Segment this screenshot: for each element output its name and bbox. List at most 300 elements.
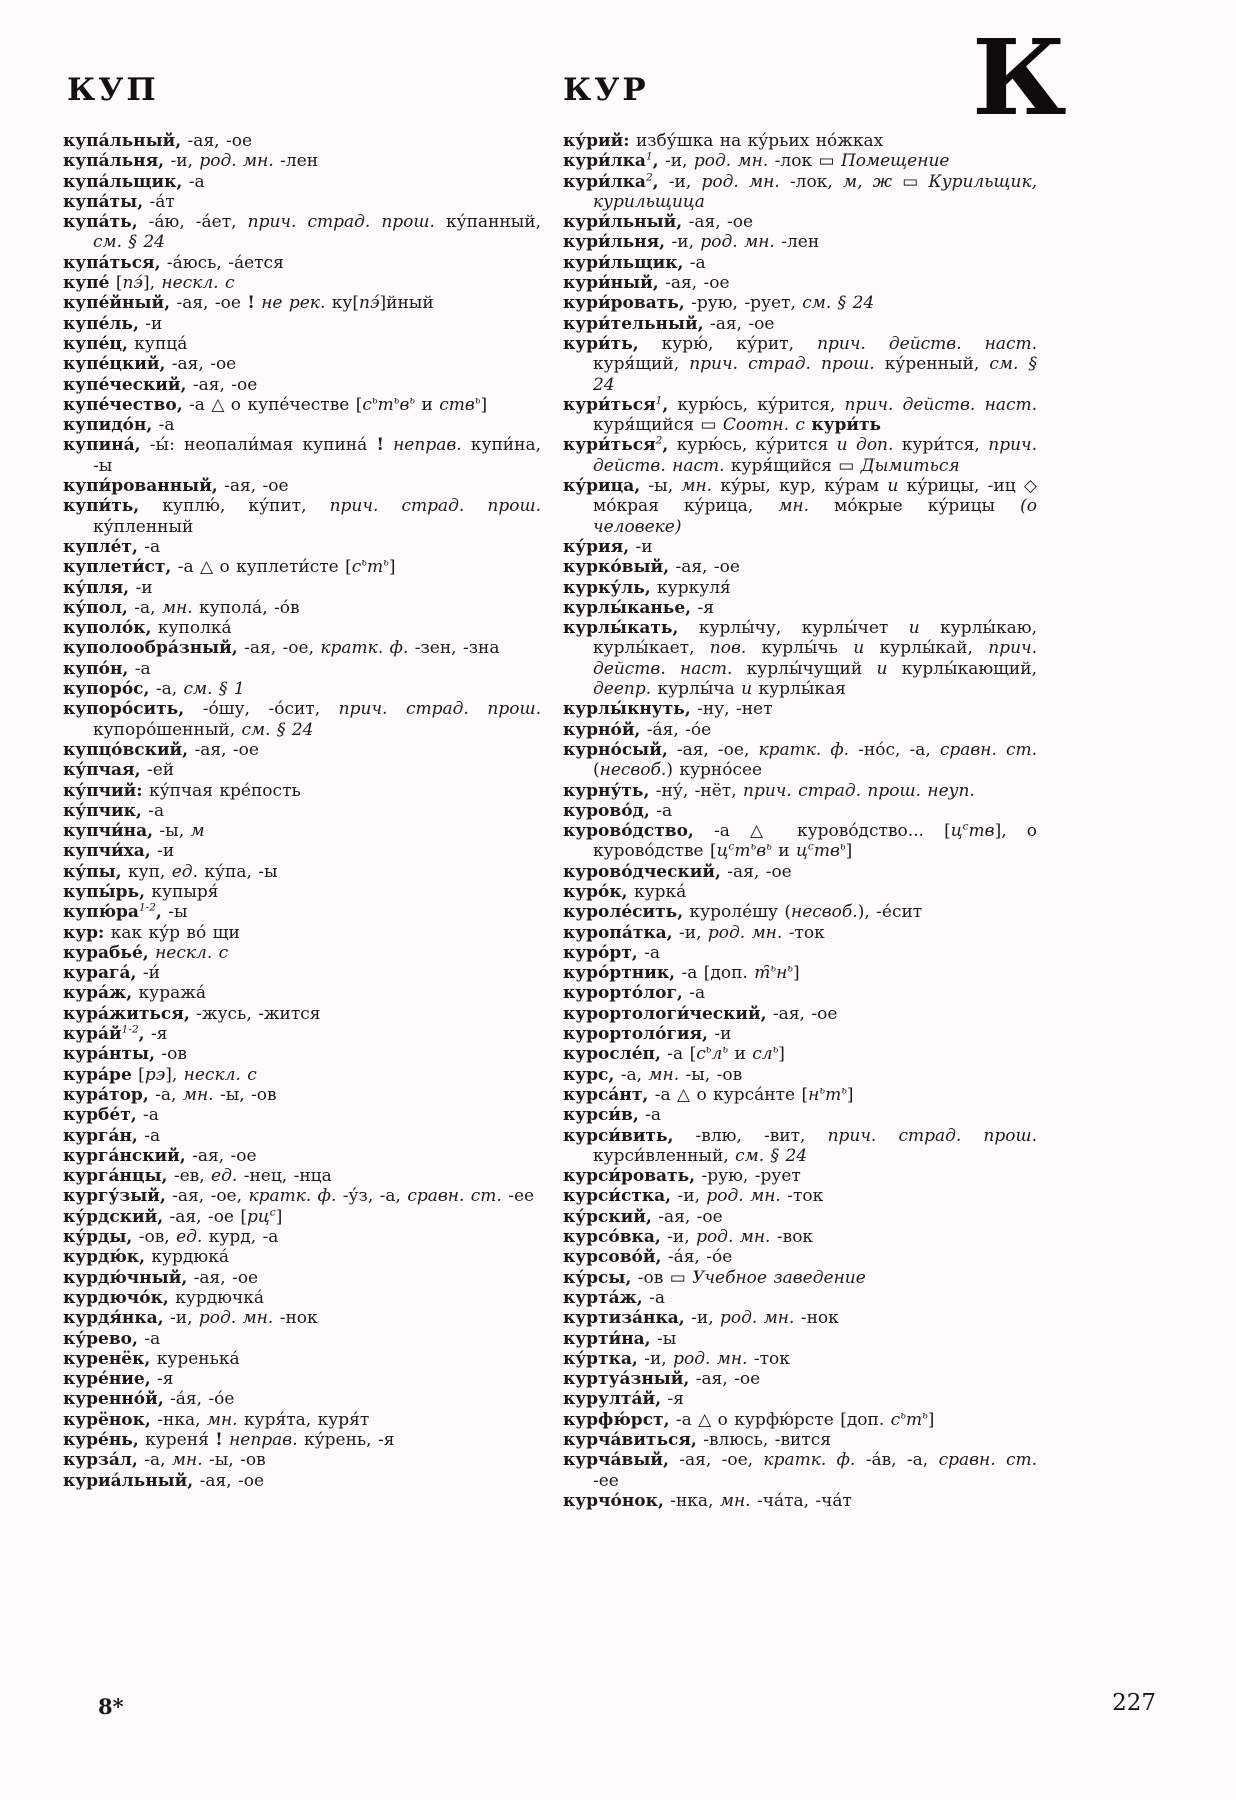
headword: купи́рованный, bbox=[63, 476, 218, 497]
superscript-mark: 2 bbox=[645, 170, 653, 183]
headword: куропа́тка, bbox=[563, 922, 673, 943]
headword: курово́дство, bbox=[563, 821, 694, 842]
grammar-label: см. § 24 bbox=[93, 232, 165, 253]
headword: кури́ться bbox=[563, 394, 656, 415]
dictionary-entry: курса́нт, -а △ о курса́нте $[н^ьт^ь]$ bbox=[563, 1084, 854, 1105]
superscript-mark: ь bbox=[772, 1043, 779, 1056]
headword: куроле́сить, bbox=[563, 902, 684, 923]
grammar-label: нескл. с bbox=[183, 1064, 257, 1085]
superscript-mark: ь bbox=[841, 1084, 847, 1097]
headword: куполо́к, bbox=[63, 618, 152, 639]
dictionary-entry: ку́рево, -а bbox=[63, 1328, 161, 1349]
headword: купе́ц, bbox=[63, 333, 128, 354]
superscript-mark: ь bbox=[770, 962, 777, 975]
headword: кури́ть bbox=[811, 415, 882, 436]
grammar-label: и bbox=[887, 476, 899, 497]
headword: куполообра́зный, bbox=[63, 638, 238, 659]
grammar-label: прич. действ. наст. bbox=[817, 333, 1037, 354]
grammar-label: мн. bbox=[206, 1409, 238, 1430]
grammar-label: ств bbox=[439, 394, 475, 415]
dictionary-entry: купа́льщик, -а bbox=[63, 171, 205, 192]
headword: ку́пчий: bbox=[63, 780, 143, 801]
grammar-label: неправ. bbox=[229, 1430, 298, 1450]
grammar-label: см. § 1 bbox=[183, 679, 245, 700]
headword: кура́й bbox=[63, 1024, 122, 1045]
headword: курово́д, bbox=[563, 800, 650, 821]
grammar-label: ед. bbox=[211, 1166, 238, 1187]
headword: , bbox=[652, 171, 659, 192]
dictionary-entry: кура́житься, -жусь, -жится bbox=[63, 1003, 321, 1024]
dictionary-entry: куплети́ст, -а △ о куплети́сте $[с^ьт^ь]$ bbox=[63, 556, 396, 578]
headword: купю́ра bbox=[63, 902, 139, 923]
superscript-mark: ь bbox=[900, 1409, 906, 1422]
grammar-label: прич. страд. прош. bbox=[329, 496, 541, 517]
dictionary-entry: кура́ж, куража́ bbox=[63, 983, 206, 1004]
headword: купы́рь, bbox=[63, 881, 145, 902]
dictionary-entry: курси́в, -а bbox=[563, 1105, 662, 1126]
page-number: 227 bbox=[1112, 1690, 1156, 1716]
superscript-mark: ь bbox=[750, 840, 757, 853]
dictionary-entry: куполо́к, куполка́ bbox=[63, 618, 232, 639]
headword: кура́нты, bbox=[63, 1044, 155, 1065]
headword: курлы́канье, bbox=[563, 597, 692, 618]
dictionary-entry: кури́льный, -ая, -ое bbox=[563, 212, 754, 233]
grammar-label: и bbox=[741, 679, 753, 700]
headword: ! bbox=[215, 1430, 223, 1450]
dictionary-entry: купцо́вский, -ая, -ое bbox=[63, 739, 259, 760]
grammar-label: т bbox=[825, 1084, 842, 1105]
headword: курсо́вка, bbox=[563, 1227, 661, 1248]
headword: кура́житься, bbox=[63, 1003, 190, 1024]
dictionary-entry: купы́рь, купыря́ bbox=[63, 881, 219, 902]
headword: ку́пчик, bbox=[63, 800, 142, 821]
grammar-label: л bbox=[711, 1044, 723, 1065]
headword: курабье́, bbox=[63, 942, 149, 963]
dictionary-entry: курёнок, -нка, мн. куря́та, куря́т bbox=[63, 1409, 370, 1430]
superscript-mark: с bbox=[807, 840, 814, 853]
grammar-label: рц bbox=[247, 1206, 270, 1227]
grammar-label: с bbox=[696, 1044, 706, 1065]
dictionary-entry: курортологи́ческий, -ая, -ое bbox=[563, 1003, 838, 1024]
dictionary-entry: курси́вить, -влю, -вит, прич. страд. прош. курси́вленный, см. § 24 bbox=[563, 1125, 1037, 1166]
dictionary-entry: кури́тельный, -ая, -ое bbox=[563, 313, 775, 334]
headword: купле́т, bbox=[63, 536, 138, 557]
grammar-label: кратк. ф. bbox=[248, 1186, 337, 1207]
headword: , bbox=[155, 902, 162, 923]
grammar-label: и bbox=[908, 618, 920, 639]
dictionary-entry: ку́рсы, -ов ▭ Учебное заведение bbox=[563, 1267, 866, 1288]
headword: , bbox=[662, 394, 669, 415]
dictionary-entry: кура́нты, -ов bbox=[63, 1044, 187, 1065]
superscript-mark: ь bbox=[839, 840, 846, 853]
headword: курза́л, bbox=[63, 1450, 138, 1471]
headword: куренёк, bbox=[63, 1348, 151, 1369]
dictionary-entry: ку́ртка, -и, род. мн. -ток bbox=[563, 1348, 790, 1369]
dictionary-entry: кур: как ку́р во́ щи bbox=[63, 922, 240, 943]
dictionary-entry: кури́льня, -и, род. мн. -лен bbox=[563, 232, 820, 253]
printers-signature: 8* bbox=[98, 1694, 124, 1719]
grammar-label: н bbox=[808, 1084, 820, 1105]
headword: курдю́к, bbox=[63, 1247, 146, 1268]
grammar-label: не рек. bbox=[261, 293, 326, 314]
headword: курку́ль, bbox=[563, 577, 651, 598]
dictionary-entry: курово́дство, -а △ курово́дство... $[ц^ств]$, о курово́дстве [$ц^ст^ьв^ь$ и $ц^ств^ь$] bbox=[563, 820, 1037, 862]
dictionary-entry: купе́ [пэ́], нескл. с bbox=[63, 273, 235, 294]
headword: куриа́льный, bbox=[63, 1470, 194, 1491]
headword: курортоло́гия, bbox=[563, 1024, 708, 1045]
grammar-label: Курильщик, курильщица bbox=[593, 171, 1037, 212]
grammar-label: род. мн. bbox=[706, 1186, 781, 1207]
headword: кури́ться bbox=[563, 435, 656, 456]
headword: кури́льня, bbox=[563, 232, 666, 253]
headword: ку́рия, bbox=[563, 536, 630, 557]
grammar-label: сравн. ст. bbox=[938, 1450, 1037, 1471]
dictionary-entry: ку́пчая, -ей bbox=[63, 760, 175, 781]
dictionary-entry: курсово́й, -а́я, -о́е bbox=[563, 1247, 733, 1268]
headword: кури́ровать, bbox=[563, 293, 685, 314]
headword: курси́ровать, bbox=[563, 1166, 696, 1187]
grammar-label: род. мн. bbox=[693, 151, 769, 172]
dictionary-entry: курно́й, -а́я, -о́е bbox=[563, 719, 712, 740]
dictionary-entry: купа́ть, -а́ю, -а́ет, прич. страд. прош. ку́панный, см. § 24 bbox=[63, 212, 541, 253]
dictionary-entry: кура́ре [рэ], нескл. с bbox=[63, 1064, 257, 1085]
grammar-label: нескл. с bbox=[161, 273, 235, 294]
grammar-label: Соотн. с bbox=[722, 415, 805, 436]
grammar-label: ц bbox=[796, 841, 808, 862]
dictionary-entry: купе́чество, -а △ о купе́честве [$с^ьт^ьв^ь$ и ств$^ь$] bbox=[63, 394, 488, 415]
grammar-label: пэ́ bbox=[122, 273, 143, 294]
dictionary-entry: кури́ровать, -рую, -рует, см. § 24 bbox=[563, 293, 875, 314]
superscript-mark: ь bbox=[922, 1409, 928, 1422]
headword: купе́ль, bbox=[63, 313, 139, 334]
headword: курта́ж, bbox=[563, 1287, 643, 1308]
grammar-label: несвоб. bbox=[791, 902, 858, 923]
dictionary-entry: купа́ться, -а́юсь, -а́ется bbox=[63, 252, 284, 273]
dictionary-entry: купа́льня, -и, род. мн. -лен bbox=[63, 151, 319, 172]
grammar-label: кратк. ф. bbox=[320, 638, 409, 659]
grammar-label: мн. bbox=[681, 476, 713, 497]
headword: кури́льщик, bbox=[563, 252, 684, 273]
headword: курлы́кнуть, bbox=[563, 699, 691, 720]
left-column bbox=[63, 131, 541, 1491]
grammar-label: прич. страд. прош. неуп. bbox=[743, 780, 975, 801]
dictionary-entry: курортоло́гия, -и bbox=[563, 1024, 732, 1045]
headword: курну́ть, bbox=[563, 780, 650, 801]
superscript-mark: ь bbox=[705, 1043, 712, 1056]
headword: курси́стка, bbox=[563, 1186, 672, 1207]
superscript-mark: 1-2 bbox=[121, 1023, 139, 1036]
headword: курорто́лог, bbox=[563, 983, 683, 1004]
dictionary-entry: курну́ть, -ну́, -нёт, прич. страд. прош. неуп. bbox=[563, 780, 975, 801]
headword: ку́рдский, bbox=[63, 1206, 164, 1227]
grammar-label: в bbox=[399, 394, 410, 415]
headword: курга́н, bbox=[63, 1125, 138, 1146]
headword: купе́ческий, bbox=[63, 374, 187, 395]
grammar-label: м bbox=[190, 821, 205, 842]
grammar-label: сравн. ст. bbox=[407, 1186, 502, 1207]
grammar-label: (о человеке) bbox=[593, 496, 1037, 537]
dictionary-entry: курно́сый, -ая, -ое, кратк. ф. -но́с, -а, сравн. ст. (несвоб.) курно́сее bbox=[563, 739, 1038, 781]
dictionary-entry: купчи́ха, -и bbox=[63, 841, 175, 862]
headword: курча́виться, bbox=[563, 1430, 697, 1450]
headword: курулта́й, bbox=[563, 1389, 661, 1410]
headword: кур: bbox=[63, 922, 105, 943]
dictionary-entry: кури́ный, -ая, -ое bbox=[563, 273, 730, 294]
superscript-mark: ь bbox=[722, 1043, 729, 1056]
dictionary-entry: курко́вый, -ая, -ое bbox=[563, 557, 740, 578]
dictionary-entry: ку́пы, куп, ед. ку́па, -ы bbox=[63, 861, 278, 882]
grammar-label: прич. страд. прош. bbox=[338, 699, 541, 720]
dictionary-entry: куриа́льный, -ая, -ое bbox=[63, 1470, 265, 1491]
headword: ку́пы, bbox=[63, 861, 122, 882]
grammar-label: в bbox=[756, 841, 767, 862]
superscript-mark: 1 bbox=[655, 394, 663, 407]
dictionary-entry: кура́тор, -а, мн. -ы, -ов bbox=[63, 1084, 277, 1105]
guide-word-right: КУР bbox=[563, 72, 649, 108]
headword: курса́нт, bbox=[563, 1084, 649, 1105]
grammar-label: деепр. bbox=[593, 679, 652, 700]
superscript-mark: с bbox=[728, 840, 735, 853]
grammar-label: род. мн. bbox=[720, 1308, 795, 1329]
dictionary-entry: курдю́к, курдюка́ bbox=[63, 1247, 229, 1268]
grammar-label: род. мн. bbox=[673, 1348, 748, 1369]
dictionary-entry: курси́ровать, -рую, -рует bbox=[563, 1166, 801, 1187]
dictionary-entry: кури́ться$^2$, курю́сь, ку́рится и доп. кури́тся, прич. действ. наст. куря́щийся ▭ Дымиться bbox=[563, 434, 1038, 476]
headword: ку́рсы, bbox=[563, 1267, 632, 1288]
grammar-label: род. мн. bbox=[700, 232, 775, 253]
headword: кури́лка bbox=[563, 151, 646, 172]
dictionary-entry: курлы́кнуть, -ну, -нет bbox=[563, 699, 773, 720]
grammar-label: тв bbox=[968, 821, 995, 842]
grammar-label: мн. bbox=[778, 496, 810, 517]
grammar-label: Дымиться bbox=[860, 455, 960, 476]
dictionary-entry: ку́пол, -а, мн. купола́, -о́в bbox=[63, 597, 300, 618]
headword: кури́ть, bbox=[563, 333, 639, 354]
dictionary-entry: курта́ж, -а bbox=[563, 1287, 665, 1308]
dictionary-entry: купидо́н, -а bbox=[63, 415, 175, 436]
grammar-label: и bbox=[876, 658, 888, 679]
headword: кури́тельный, bbox=[563, 313, 704, 334]
superscript-mark: ь bbox=[383, 556, 389, 569]
headword: ку́рий: bbox=[563, 131, 630, 151]
grammar-label: т bbox=[367, 557, 384, 578]
grammar-label: род. мн. bbox=[199, 151, 274, 172]
headword: куросле́п, bbox=[563, 1044, 661, 1065]
dictionary-entry: куроле́сить, куроле́шу (несвоб.), -е́сит bbox=[563, 902, 923, 923]
headword: купа́льный, bbox=[63, 131, 182, 151]
grammar-label: прич. действ. наст. bbox=[844, 394, 1037, 415]
dictionary-entry: курга́нцы, -ев, ед. -нец, -нца bbox=[63, 1166, 332, 1187]
dictionary-entry: купоро́с, -а, см. § 1 bbox=[63, 679, 245, 700]
headword: курово́дческий, bbox=[563, 861, 721, 882]
dictionary-entry: курово́д, -а bbox=[563, 800, 673, 821]
superscript-mark: ь bbox=[371, 394, 378, 407]
headword: курфю́рст, bbox=[563, 1409, 670, 1430]
headword: курчо́нок, bbox=[563, 1490, 664, 1511]
superscript-mark: 1-2 bbox=[138, 901, 156, 914]
dictionary-entry: кури́ться$^1$, курю́сь, ку́рится, прич. действ. наст. куря́щийся ▭ Соотн. с кури́ть bbox=[563, 394, 1037, 436]
dictionary-entry: куро́ртник, -а [доп. $т̑^ьн^ь$] bbox=[563, 962, 800, 984]
dictionary-entry: кури́лка$^1$, -и, род. мн. -лок ▭ Помещение bbox=[563, 150, 950, 172]
headword: курно́й, bbox=[563, 719, 641, 740]
headword: курко́вый, bbox=[563, 557, 670, 578]
dictionary-entry: куртиза́нка, -и, род. мн. -нок bbox=[563, 1308, 839, 1329]
grammar-label: рэ bbox=[144, 1064, 166, 1085]
headword: куренно́й, bbox=[63, 1389, 164, 1410]
headword: курлы́кать, bbox=[563, 618, 679, 639]
headword: курси́вить, bbox=[563, 1125, 674, 1146]
grammar-label: род. мн. bbox=[707, 922, 783, 943]
dictionary-entry: ку́рский, -ая, -ое bbox=[563, 1206, 723, 1227]
dictionary-entry: купчи́на, -ы, м bbox=[63, 821, 205, 842]
headword: курча́вый, bbox=[563, 1450, 669, 1471]
grammar-label: род. мн. bbox=[701, 171, 780, 192]
guide-word-left: КУП bbox=[67, 72, 159, 108]
dictionary-entry: курча́вый, -ая, -ое, кратк. ф. -а́в, -а, сравн. ст. -ее bbox=[563, 1450, 1037, 1491]
dictionary-entry: курси́стка, -и, род. мн. -ток bbox=[563, 1186, 824, 1207]
superscript-mark: ь bbox=[393, 394, 400, 407]
dictionary-entry: ку́рия, -и bbox=[563, 536, 653, 557]
headword: куро́рт, bbox=[563, 942, 638, 963]
dictionary-entry: купи́ть, куплю́, ку́пит, прич. страд. прош. ку́пленный bbox=[63, 496, 541, 537]
headword: курдя́нка, bbox=[63, 1308, 164, 1329]
dictionary-entry: ку́рица, -ы, мн. ку́ры, кур, ку́рам и ку́рицы, -иц ◇ мо́края ку́рица, мн. мо́крые ку́рицы (о человеке) bbox=[563, 476, 1037, 537]
dictionary-entry: курдю́чный, -ая, -ое bbox=[63, 1267, 259, 1288]
grammar-label: т bbox=[905, 1409, 923, 1430]
superscript-mark: ь bbox=[361, 556, 368, 569]
dictionary-entry: курдючо́к, курдючка́ bbox=[63, 1287, 264, 1308]
dictionary-entry: ку́пчик, -а bbox=[63, 800, 165, 821]
grammar-label: м, ж bbox=[842, 171, 893, 192]
dictionary-entry: курку́ль, куркуля́ bbox=[563, 577, 731, 598]
section-letter: К bbox=[972, 16, 1067, 139]
dictionary-entry: купле́т, -а bbox=[63, 536, 161, 557]
dictionary-entry: куропа́тка, -и, род. мн. -ток bbox=[563, 922, 825, 943]
headword: курти́на, bbox=[563, 1328, 651, 1349]
headword: кургу́зый, bbox=[63, 1186, 166, 1207]
dictionary-entry: купе́ль, -и bbox=[63, 313, 163, 334]
dictionary-entry: ку́пля, -и bbox=[63, 577, 153, 598]
grammar-label: с bbox=[362, 394, 372, 415]
headword: ку́пля, bbox=[63, 577, 130, 598]
grammar-label: мн. bbox=[182, 1084, 214, 1105]
dictionary-entry: купи́рованный, -ая, -ое bbox=[63, 476, 289, 497]
headword: ку́рды, bbox=[63, 1227, 133, 1248]
grammar-label: см. § 24 bbox=[593, 354, 1037, 395]
superscript-mark: ь bbox=[787, 962, 794, 975]
superscript-mark: ь bbox=[819, 1084, 826, 1097]
dictionary-entry: курза́л, -а, мн. -ы, -ов bbox=[63, 1450, 266, 1471]
dictionary-entry: курорто́лог, -а bbox=[563, 983, 706, 1004]
headword: ку́ртка, bbox=[563, 1348, 638, 1369]
dictionary-entry: купе́ческий, -ая, -ое bbox=[63, 374, 258, 395]
grammar-label: Учебное заведение bbox=[692, 1267, 866, 1288]
headword: купа́ться, bbox=[63, 252, 161, 273]
grammar-label: род. мн. bbox=[198, 1308, 274, 1329]
headword: курно́сый, bbox=[563, 739, 668, 760]
headword: курга́нский, bbox=[63, 1145, 186, 1166]
headword: купе́ bbox=[63, 273, 110, 294]
grammar-label: прич. страд. прош. bbox=[689, 354, 875, 375]
headword: купа́льщик, bbox=[63, 171, 183, 192]
headword: купоро́сить, bbox=[63, 699, 185, 720]
headword: купи́ть, bbox=[63, 496, 140, 517]
dictionary-entry: курти́на, -ы bbox=[563, 1328, 677, 1349]
grammar-label: сравн. ст. bbox=[939, 739, 1038, 760]
dictionary-entry: ку́рий: избу́шка на ку́рьих но́жках bbox=[563, 131, 884, 151]
grammar-label: несвоб. bbox=[599, 760, 667, 781]
headword: купа́льня, bbox=[63, 151, 165, 172]
headword: курбе́т, bbox=[63, 1105, 137, 1126]
superscript-mark: ь bbox=[766, 840, 772, 853]
dictionary-entry: куре́нь, куреня́ ! неправ. ку́рень, -я bbox=[63, 1430, 395, 1450]
right-column bbox=[563, 131, 1037, 1511]
dictionary-entry: курга́нский, -ая, -ое bbox=[63, 1145, 257, 1166]
superscript-mark: с bbox=[269, 1206, 276, 1219]
headword: куртуа́зный, bbox=[563, 1369, 690, 1390]
grammar-label: пэ́ bbox=[359, 293, 380, 314]
dictionary-entry: купе́ц, купца́ bbox=[63, 333, 188, 354]
dictionary-entry: купина́, -ы́: неопали́мая купина́ ! неправ. купи́на, -ы bbox=[63, 435, 541, 476]
headword: куре́нь, bbox=[63, 1430, 139, 1450]
dictionary-entry: ку́рдский, -ая, -ое $[рц^с]$ bbox=[63, 1206, 283, 1227]
headword: кури́ный, bbox=[563, 273, 659, 294]
grammar-label: нескл. с bbox=[155, 942, 229, 963]
grammar-label: кратк. ф. bbox=[763, 1450, 856, 1471]
headword: кура́ре bbox=[63, 1064, 132, 1085]
headword: купе́йный, bbox=[63, 293, 171, 314]
dictionary-entry: куро́к, курка́ bbox=[563, 881, 687, 902]
dictionary-entry: ку́рды, -ов, ед. курд, -а bbox=[63, 1227, 279, 1248]
dictionary-entry: куре́ние, -я bbox=[63, 1369, 174, 1390]
grammar-label: мн. bbox=[171, 1450, 203, 1471]
dictionary-entry: курфю́рст, -а △ о курфю́рсте [доп. $с^ьт^ь$] bbox=[563, 1409, 935, 1430]
headword: кури́льный, bbox=[563, 212, 683, 233]
headword: купа́ть, bbox=[63, 212, 138, 233]
grammar-label: прич. страд. прош. bbox=[247, 212, 435, 233]
headword: кури́лка bbox=[563, 171, 646, 192]
headword: ку́рский, bbox=[563, 1206, 652, 1227]
grammar-label: т bbox=[734, 841, 751, 862]
dictionary-entry: курдя́нка, -и, род. мн. -нок bbox=[63, 1308, 318, 1329]
superscript-mark: ь bbox=[474, 394, 481, 407]
headword: курортологи́ческий, bbox=[563, 1003, 767, 1024]
grammar-label: н bbox=[776, 963, 788, 984]
dictionary-entry: куполообра́зный, -ая, -ое, кратк. ф. -зен, -зна bbox=[63, 638, 500, 659]
dictionary-entry: курга́н, -а bbox=[63, 1125, 161, 1146]
dictionary-entry: куртуа́зный, -ая, -ое bbox=[563, 1369, 761, 1390]
dictionary-entry: кургу́зый, -ая, -ое, кратк. ф. -у́з, -а, сравн. ст. -ее bbox=[63, 1186, 535, 1207]
grammar-label: мн. bbox=[648, 1064, 680, 1085]
headword: кура́ж, bbox=[63, 983, 133, 1004]
headword: купо́н, bbox=[63, 658, 129, 679]
headword: курсово́й, bbox=[563, 1247, 662, 1268]
headword: купе́чество, bbox=[63, 394, 183, 415]
grammar-label: и bbox=[853, 638, 865, 659]
grammar-label: с bbox=[351, 557, 362, 578]
grammar-label: прич. действ. наст. bbox=[593, 435, 1038, 476]
headword: ! bbox=[376, 435, 384, 456]
superscript-mark: 2 bbox=[655, 434, 663, 447]
dictionary-entry: курлы́кать, курлы́чу, курлы́чет и курлы́каю, курлы́кает, пов. курлы́чь и курлы́кай, прич. действ. наст. курлы́чущий и курлы́кающий, деепр. курлы́ча и курлы́кая bbox=[563, 618, 1037, 700]
dictionary-entry: курчо́нок, -нка, мн. -ча́та, -ча́т bbox=[563, 1490, 852, 1511]
grammar-label: ед. bbox=[176, 1227, 203, 1248]
dictionary-entry: $кура́й^{1-2}$, -я bbox=[63, 1023, 168, 1045]
superscript-mark: ь bbox=[409, 394, 416, 407]
dictionary-entry: курага́, -и́ bbox=[63, 963, 160, 984]
headword: купцо́вский, bbox=[63, 739, 189, 760]
headword: купидо́н, bbox=[63, 415, 153, 436]
